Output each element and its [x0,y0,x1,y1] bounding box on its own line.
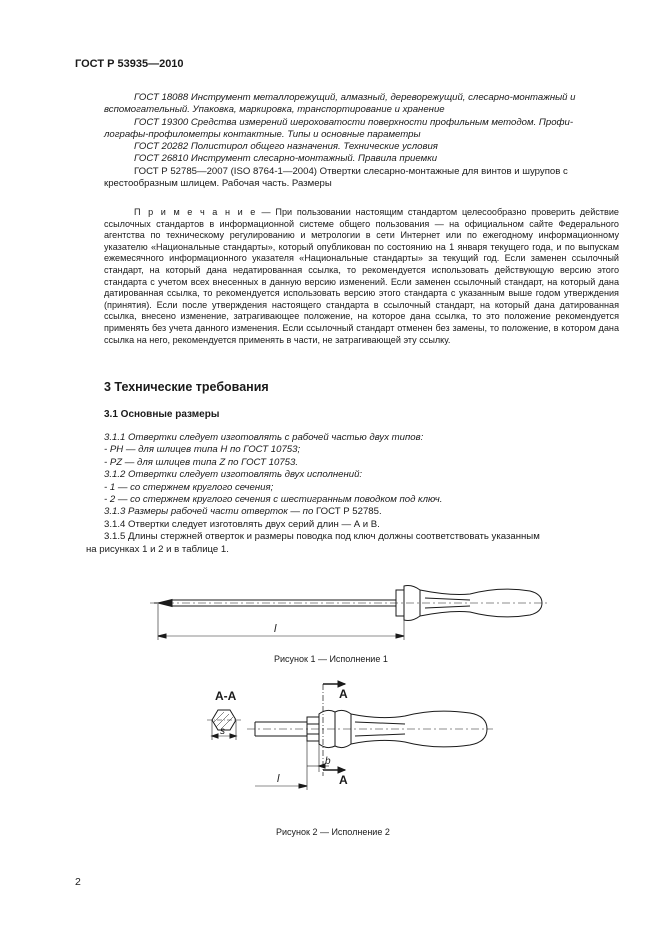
figure-2-dim-b: b [325,756,331,767]
references-list [104,92,619,190]
subsection-title: 3.1 Основные размеры [104,409,220,420]
section-aa-label: А-А [215,689,237,703]
requirements-list [86,432,619,556]
section-mark-top: А [339,687,348,701]
req-item: 3.1.4 Отвертки следует изготовлять двух серий длин — А и В. [104,518,380,530]
req-item: - 2 — со стержнем круглого сечения с шестигранным поводком под ключ. [104,494,443,506]
req-item-ref: ГОСТ Р 52785. [313,506,382,518]
req-item: 3.1.3 Размеры рабочей части отверток — по [104,506,314,518]
note-label: П р и м е ч а н и е [134,207,257,217]
figure-2-caption: Рисунок 2 — Исполнение 2 [276,827,390,837]
reference-line: ГОСТ 26810 Инструмент слесарно-монтажный. Правила приемки [134,153,438,165]
figure-1-dim-l: l [274,623,277,635]
section-mark-bottom: А [339,773,348,787]
req-item: на рисунках 1 и 2 и в таблице 1. [86,543,229,555]
figure-2-dim-s: s [220,726,225,737]
figure-2-dim-l: l [277,773,280,785]
req-item: - 1 — со стержнем круглого сечения; [104,481,274,493]
reference-line: ГОСТ Р 52785—2007 (ISO 8764-1—2004) Отвертки слесарно-монтажные для винтов и шурупов с [134,165,568,177]
req-item: 3.1.5 Длины стержней отверток и размеры поводка под ключ должны соответствовать указанным [104,531,540,543]
req-item: 3.1.1 Отвертки следует изготовлять с рабочей частью двух типов: [104,432,424,443]
section-title: 3 Технические требования [104,380,269,394]
reference-line: ГОСТ 19300 Средства измерений шероховатости поверхности профильным методом. Профи- [134,116,574,128]
req-item: - PZ — для шлицев типа Z по ГОСТ 10753. [104,456,299,468]
figure-2-drawing [195,678,495,818]
reference-line: вспомогательный. Упаковка, маркировка, транспортирование и хранение [104,104,445,116]
document-header: ГОСТ Р 53935—2010 [75,58,184,70]
figure-1-drawing [150,576,550,651]
req-item: - PH — для шлицев типа H по ГОСТ 10753; [104,444,301,456]
note-text: — При пользовании настоящим стандартом целесообразно проверить действие ссылочных стандартов в информационной системе общего пользования — на официальном сайте Федерального агентства по техническому регулированию и метрологии в сети Интернет или по ежегодному информационному указателю «Национальные стандарты», который опубликован по состоянию на 1 января текущего года, и по выпускам ежемесячного информационного указателя «Национальные стандарты» за текущий год. Если заменен ссылочный стандарт, на который дана недатированная ссылка, то рекомендуется использовать действующую версию этого стандарта с учетом всех внесенных в данную версию изменений. Если заменен ссылочный стандарт, на который дана датированная ссылка, то рекомендуется использовать версию этого стандарта с указанным выше годом утверждения (принятия). Если после утверждения настоящего стандарта в ссылочный стандарт, на который дана датированная ссылка, внесено изменение, затрагивающее положение, на которое дана ссылка, то это положение рекомендуется применять без учета данного изменения. Если ссылочный стандарт отменен без замены, то положение, в котором дана ссылка на него, рекомендуется применять в части, не затрагивающей эту ссылку. [104,207,619,345]
reference-line: ГОСТ 18088 Инструмент металлорежущий, алмазный, дереворежущий, слесарно-монтажный и [134,92,576,103]
reference-line: лографы-профилометры контактные. Типы и основные параметры [104,128,421,140]
page-number: 2 [75,876,81,888]
note-paragraph [104,207,619,346]
reference-line: ГОСТ 20282 Полистирол общего назначения. Технические условия [134,141,438,153]
figure-1-caption: Рисунок 1 — Исполнение 1 [274,654,388,664]
req-item: 3.1.2 Отвертки следует изготовлять двух исполнений: [104,469,363,481]
reference-line: крестообразным шлицем. Рабочая часть. Размеры [104,178,332,190]
